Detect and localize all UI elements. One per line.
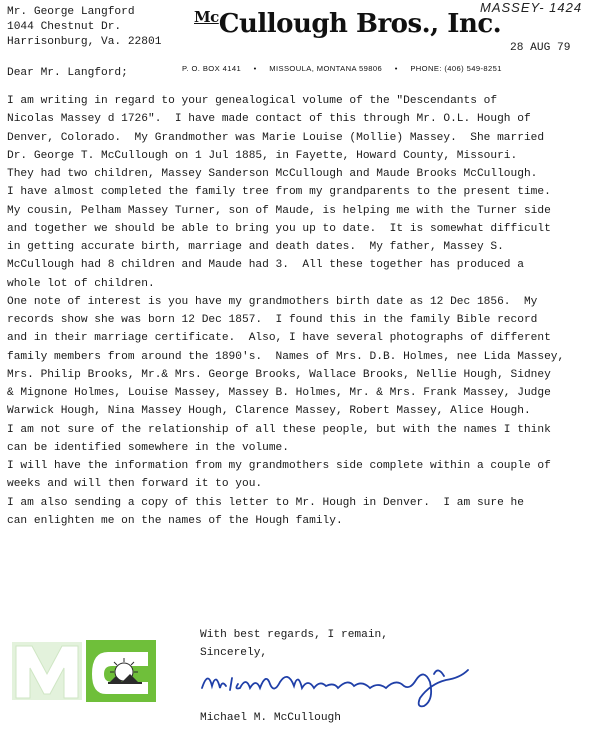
city-state: MISSOULA, MONTANA 59806 [269, 64, 383, 73]
letterhead-address: P. O. BOX 4141 • MISSOULA, MONTANA 59806 • PHONE: (406) 549-8251 [182, 64, 502, 73]
body-line: Dr. George T. McCullough on 1 Jul 1885, in Fayette, Howard County, Missouri. [7, 149, 518, 162]
recipient-city: Harrisonburg, Va. 22801 [7, 36, 162, 48]
body-line: can enlighten me on the names of the Hough family. [7, 514, 343, 527]
body-line: whole lot of children. [7, 277, 155, 290]
po-box: P. O. BOX 4141 [182, 64, 242, 73]
body-line: I am also sending a copy of this letter to Mr. Hough in Denver. I am sure he [7, 496, 524, 509]
body-line: Warwick Hough, Nina Massey Hough, Clarence Massey, Robert Massey, Alice Hough. [7, 405, 531, 418]
body-line: family members from around the 1890's. Names of Mrs. D.B. Holmes, nee Lida Massey, [7, 350, 565, 363]
body-line: & Mignone Holmes, Louise Massey, Massey B. Holmes, Mr. & Mrs. Frank Massey, Judge [7, 387, 551, 399]
body-line: and in their marriage certificate. Also, I have several photographs of different [7, 332, 551, 345]
recipient-street: 1044 Chestnut Dr. [7, 21, 122, 33]
company-name-rest: Cullough Bros., Inc. [218, 9, 502, 39]
phone: PHONE: (406) 549-8251 [410, 64, 502, 73]
company-name [194, 8, 501, 39]
letter-date: 28 AUG 79 [510, 42, 571, 54]
signer-name: Michael M. McCullough [200, 712, 341, 724]
closing [200, 626, 388, 662]
body-line: They had two children, Massey Sanderson McCullough and Maude Brooks McCullough. [7, 168, 538, 180]
body-line: I am writing in regard to your genealogical volume of the "Descendants of [7, 95, 498, 107]
body-line: One note of interest is you have my grandmothers birth date as 12 Dec 1856. My [7, 295, 538, 308]
company-name-mc: Mc [194, 8, 219, 26]
body-line: I have almost completed the family tree from my grandparents to the present time. [7, 186, 551, 199]
letter-body [7, 92, 597, 530]
recipient-name: Mr. George Langford [7, 6, 135, 18]
body-line: I will have the information from my grandmothers side complete within a couple of [7, 460, 551, 472]
company-logo [12, 638, 158, 709]
body-line: Denver, Colorado. My Grandmother was Marie Louise (Mollie) Massey. She married [7, 131, 545, 144]
body-line: can be identified somewhere in the volume. [7, 441, 289, 454]
closing-sincerely: Sincerely, [200, 647, 268, 659]
body-line: in getting accurate birth, marriage and death dates. My father, Massey S. [7, 241, 504, 253]
body-line: My cousin, Pelham Massey Turner, son of Maude, is helping me with the Turner side [7, 204, 551, 217]
body-line: McCullough had 8 children and Maude had 3. All these together has produced a [7, 259, 524, 272]
body-line: weeks and will then forward it to you. [7, 478, 263, 491]
recipient-address [7, 5, 161, 50]
body-line: and together we should be able to bring you up to date. It is somewhat difficult [7, 222, 551, 235]
handwritten-note: MASSEY- 1424 [480, 0, 583, 15]
body-line: Nicolas Massey d 1726". I have made contact of this through Mr. O.L. Hough of [7, 113, 531, 126]
handwritten-signature [198, 660, 478, 715]
closing-line: With best regards, I remain, [200, 629, 388, 641]
body-line: records show she was born 12 Dec 1857. I found this in the family Bible record [7, 314, 538, 326]
salutation: Dear Mr. Langford; [7, 67, 128, 79]
body-line: I am not sure of the relationship of all these people, but with the names I think [7, 423, 551, 436]
mc-logo-graphic [12, 638, 158, 704]
body-line: Mrs. Philip Brooks, Mr.& Mrs. George Brooks, Wallace Brooks, Nellie Hough, Sidney [7, 368, 551, 381]
